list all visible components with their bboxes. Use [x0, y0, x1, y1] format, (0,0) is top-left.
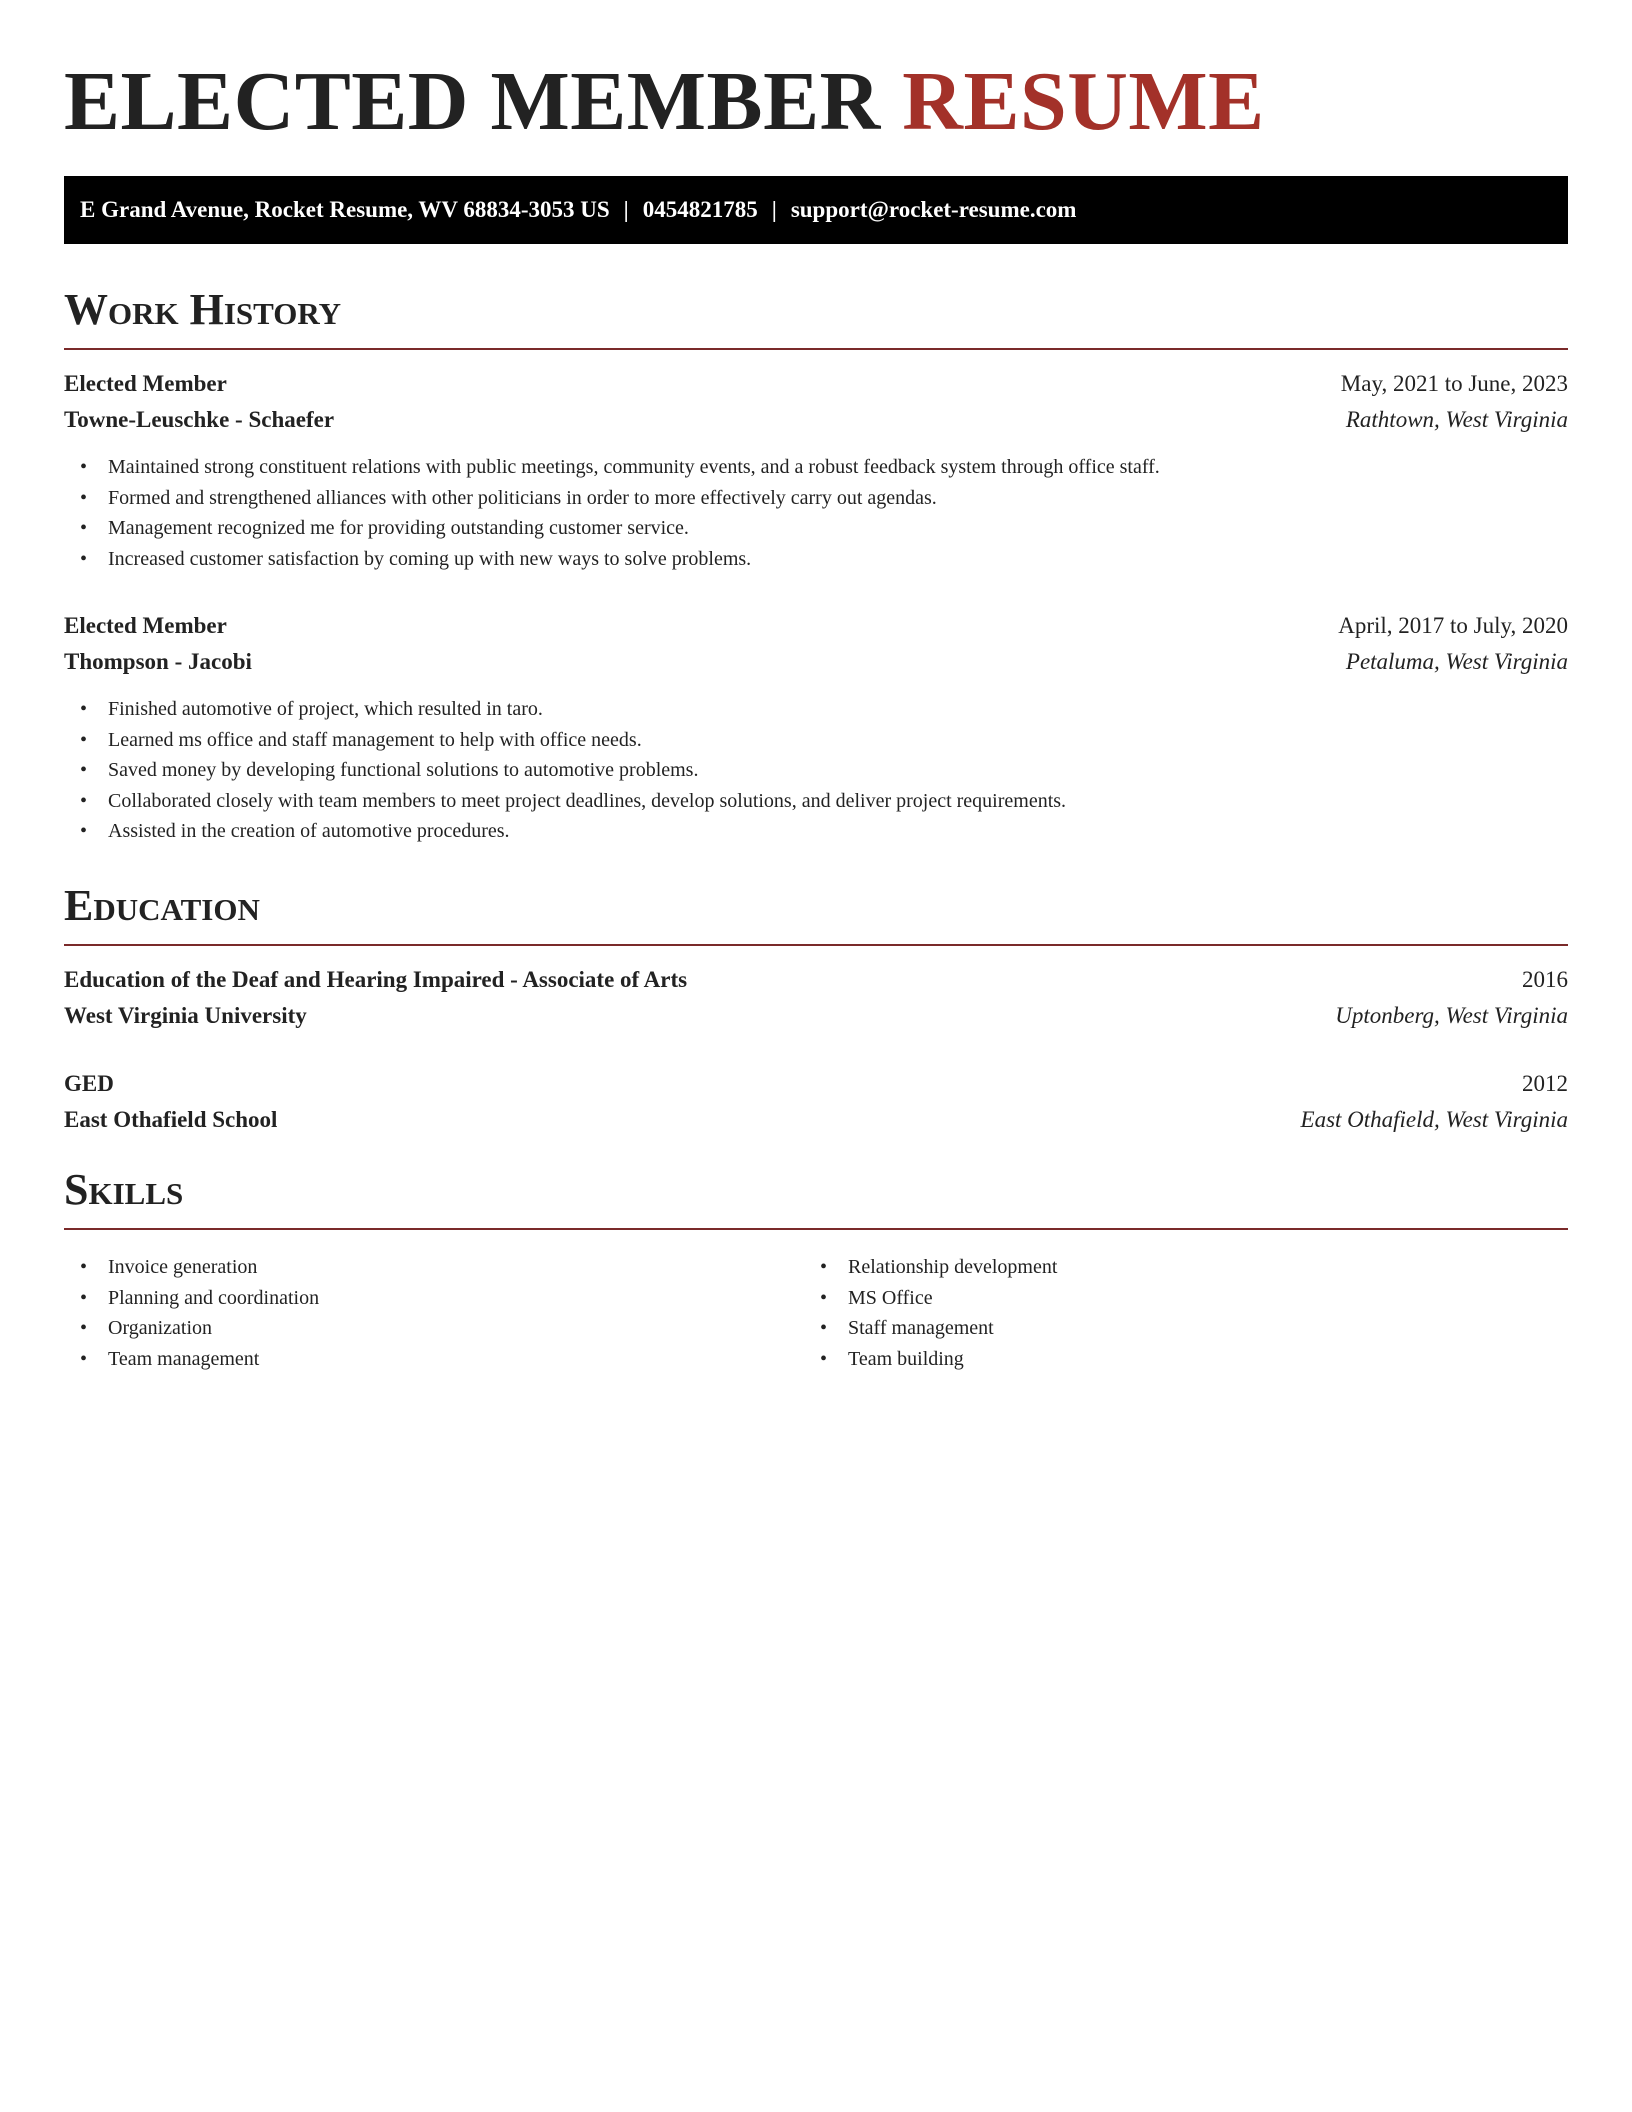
list-item: • Saved money by developing functional solutions to automotive problems.: [64, 755, 1066, 786]
contact-separator: |: [771, 197, 777, 222]
education-1-degree-row: [64, 962, 1568, 998]
section-divider: [64, 348, 1568, 350]
title-accent: RESUME: [902, 55, 1265, 148]
list-item: • Assisted in the creation of automotive procedures.: [64, 816, 1066, 847]
title-main: ELECTED MEMBER: [64, 55, 881, 148]
contact-phone[interactable]: 0454821785: [642, 197, 758, 222]
skills-list-left: [64, 1252, 319, 1374]
list-item: • Learned ms office and staff management to help with office needs.: [64, 725, 1066, 756]
list-item: • Maintained strong constituent relations with public meetings, community events, and a robust feedback system through office staff.: [64, 452, 1160, 483]
work-history-heading: Work History: [64, 285, 342, 334]
contact-email[interactable]: support@rocket-resume.com: [790, 197, 1077, 222]
education-degree: Education of the Deaf and Hearing Impaired - Associate of Arts: [64, 967, 688, 992]
job-dates: May, 2021 to June, 2023: [1340, 371, 1568, 396]
job-location: Petaluma, West Virginia: [1345, 649, 1568, 674]
education-heading: Education: [64, 881, 260, 930]
contact-bar: [64, 176, 1568, 244]
job-location: Rathtown, West Virginia: [1345, 407, 1568, 432]
list-item: • Team building: [804, 1344, 1057, 1375]
section-divider: [64, 1228, 1568, 1230]
list-item: • Organization: [64, 1313, 319, 1344]
job-dates: April, 2017 to July, 2020: [1338, 613, 1568, 638]
list-item: • Planning and coordination: [64, 1283, 319, 1314]
education-degree: GED: [64, 1071, 114, 1096]
job-1-title-row: [64, 366, 1568, 402]
education-location: Uptonberg, West Virginia: [1335, 1003, 1568, 1028]
education-school: West Virginia University: [64, 1003, 307, 1028]
skills-heading: Skills: [64, 1165, 184, 1214]
list-item: • Collaborated closely with team members to meet project deadlines, develop solutions, and deliver project requirements.: [64, 786, 1066, 817]
job-1-bullets: [64, 452, 1160, 574]
job-2-title-row: [64, 608, 1568, 644]
contact-address: E Grand Avenue, Rocket Resume, WV 68834-3053 US: [80, 197, 610, 222]
job-title: Elected Member: [64, 371, 227, 396]
list-item: • Finished automotive of project, which resulted in taro.: [64, 694, 1066, 725]
education-year: 2012: [1522, 1071, 1568, 1096]
job-company: Thompson - Jacobi: [64, 649, 252, 674]
job-2-bullets: [64, 694, 1066, 847]
list-item: • Team management: [64, 1344, 319, 1375]
list-item: • Formed and strengthened alliances with other politicians in order to more effectively carry out agendas.: [64, 483, 1160, 514]
education-2-degree-row: [64, 1066, 1568, 1102]
job-title: Elected Member: [64, 613, 227, 638]
contact-separator: |: [623, 197, 629, 222]
skills-list-right: [804, 1252, 1057, 1374]
list-item: • Increased customer satisfaction by coming up with new ways to solve problems.: [64, 544, 1160, 575]
education-year: 2016: [1522, 967, 1568, 992]
job-2-company-row: [64, 644, 1568, 680]
list-item: • Invoice generation: [64, 1252, 319, 1283]
list-item: • Staff management: [804, 1313, 1057, 1344]
education-1-school-row: [64, 998, 1568, 1034]
education-school: East Othafield School: [64, 1107, 278, 1132]
education-location: East Othafield, West Virginia: [1300, 1107, 1568, 1132]
list-item: • Management recognized me for providing outstanding customer service.: [64, 513, 1160, 544]
list-item: • Relationship development: [804, 1252, 1057, 1283]
education-2-school-row: [64, 1102, 1568, 1138]
job-1-company-row: [64, 402, 1568, 438]
list-item: • MS Office: [804, 1283, 1057, 1314]
resume-title: [64, 52, 1265, 152]
section-divider: [64, 944, 1568, 946]
job-company: Towne-Leuschke - Schaefer: [64, 407, 335, 432]
